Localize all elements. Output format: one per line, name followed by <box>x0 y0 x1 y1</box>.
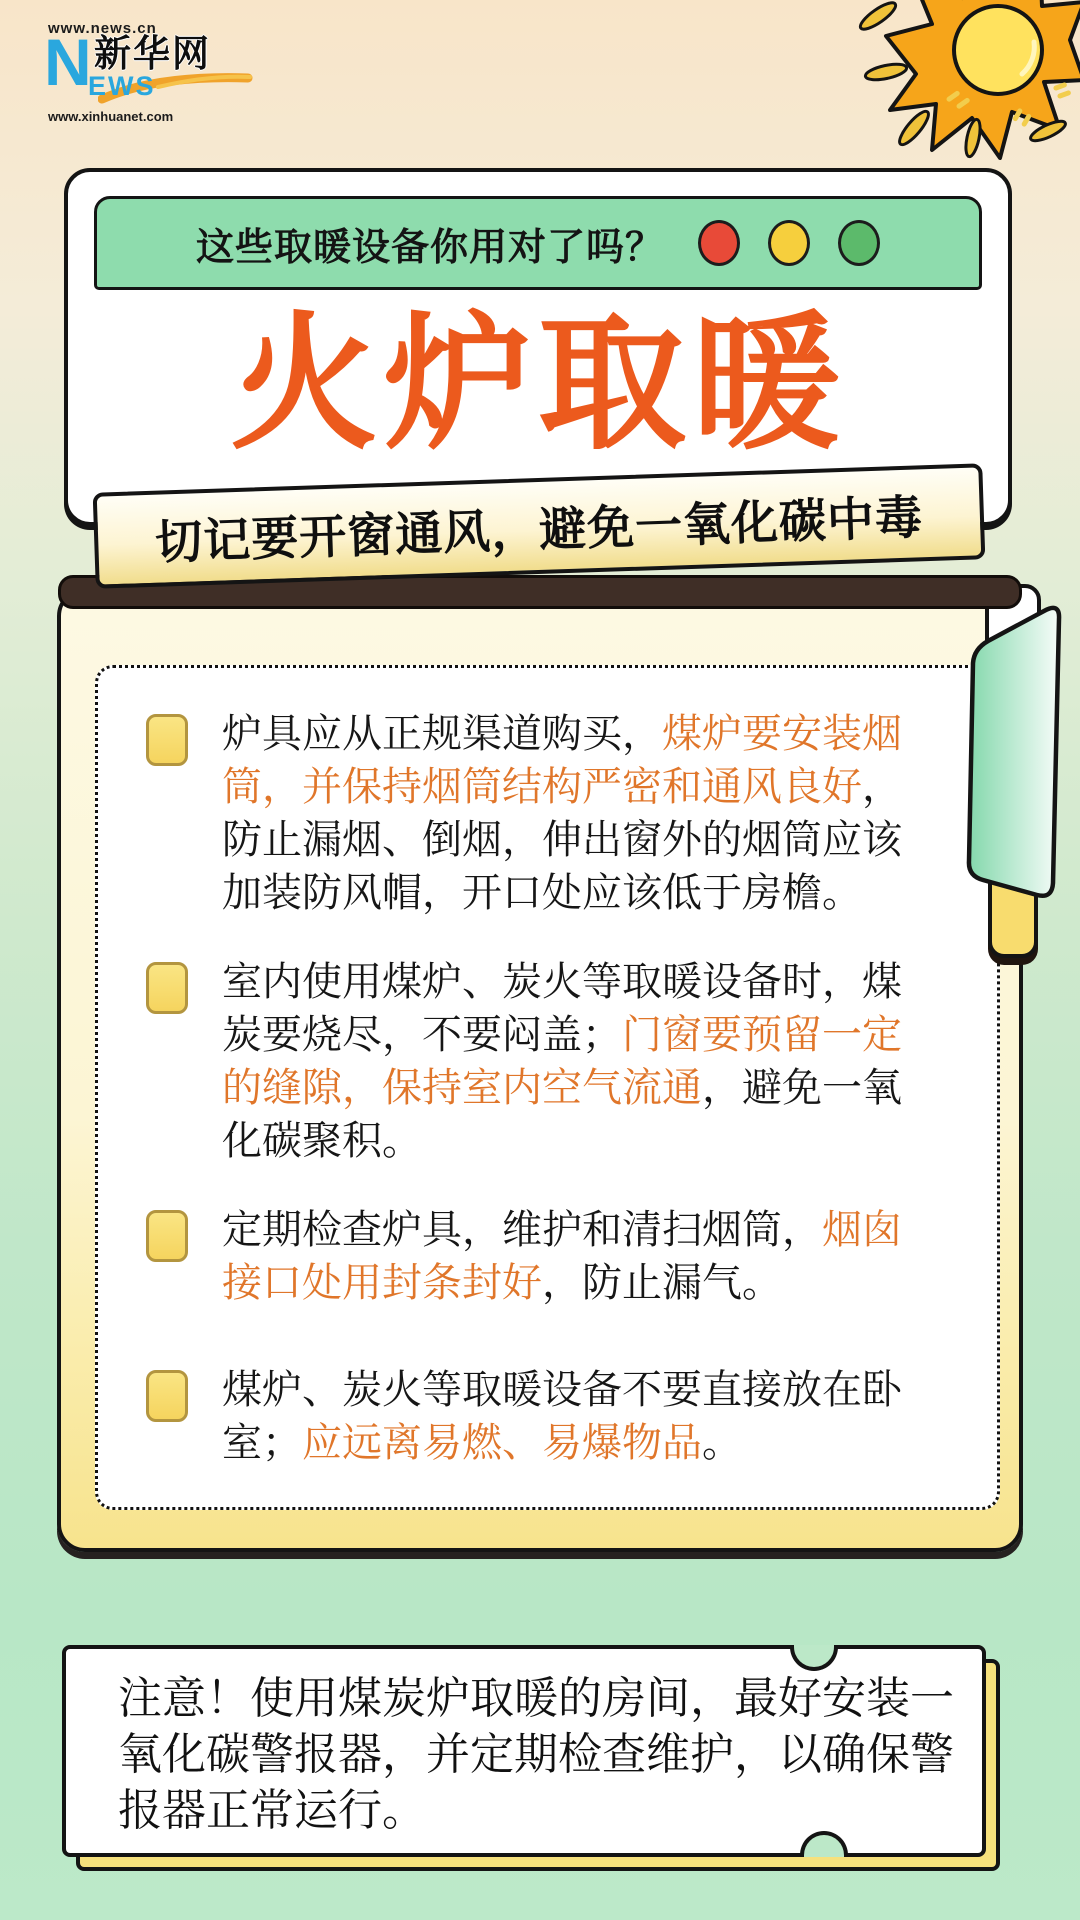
tip-item <box>146 708 961 920</box>
logo-site-name: 新华网 <box>94 33 211 74</box>
tip-item <box>146 1364 961 1470</box>
tips-card <box>57 588 1023 1552</box>
notice-notch-top <box>790 1645 838 1671</box>
notice-box <box>62 1645 986 1857</box>
checkbox-icon <box>146 1210 188 1262</box>
traffic-light-dots-icon <box>698 220 880 266</box>
checkbox-icon <box>146 962 188 1014</box>
tip-item <box>146 1204 961 1310</box>
logo-url-bottom: www.xinhuanet.com <box>48 109 174 124</box>
traffic-dot-icon <box>698 220 740 266</box>
sun-icon <box>700 0 1080 178</box>
tip-text: 煤炉、炭火等取暖设备不要直接放在卧室；应远离易燃、易爆物品。 <box>222 1368 902 1465</box>
tips-panel <box>95 665 1000 1510</box>
window-bar-title: 这些取暖设备你用对了吗？ <box>195 226 664 269</box>
page-title: 火炉取暖 <box>230 302 846 467</box>
traffic-dot-icon <box>838 220 880 266</box>
traffic-dot-icon <box>768 220 810 266</box>
warning-banner-text: 切记要开窗通风，避免一氧化碳中毒 <box>154 489 924 569</box>
tip-text: 炉具应从正规渠道购买，煤炉要安装烟筒，并保持烟筒结构严密和通风良好，防止漏烟、倒烟，伸出窗外的烟筒应该加装防风帽，开口处应该低于房檐。 <box>222 712 902 915</box>
tip-text: 定期检查炉具，维护和清扫烟筒，烟囱接口处用封条封好，防止漏气。 <box>222 1208 902 1305</box>
logo-letter-n: N <box>44 25 92 99</box>
notice-text: 注意！使用煤炭炉取暖的房间，最好安装一氧化碳警报器，并定期检查维护，以确保警报器正常运行。 <box>118 1674 954 1835</box>
tip-item <box>146 956 961 1168</box>
checkbox-icon <box>146 714 188 766</box>
logo-url-top: www.news.cn <box>48 20 157 37</box>
xinhuanet-logo <box>36 20 266 124</box>
tip-text: 室内使用煤炉、炭火等取暖设备时，煤炭要烧尽，不要闷盖；门窗要预留一定的缝隙，保持室内空气流通，避免一氧化碳聚积。 <box>222 960 902 1163</box>
logo-letters-ews: EWS <box>88 71 156 101</box>
page-fold-icon <box>940 580 1080 980</box>
checkbox-icon <box>146 1370 188 1422</box>
browser-title-bar <box>94 196 982 290</box>
